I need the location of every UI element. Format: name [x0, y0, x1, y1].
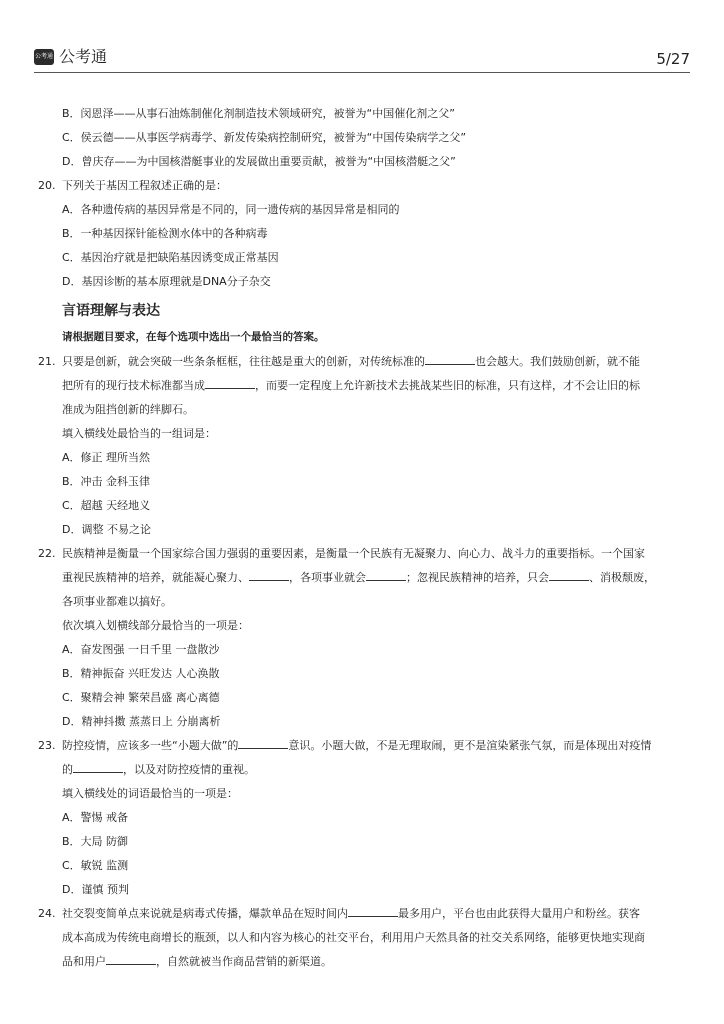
text: ，各项事业就会 — [289, 571, 366, 584]
q24-stem-line-2: 成本高成为传统电商增长的瓶颈，以人和内容为核心的社交平台，利用用户天然具备的社交关系网络，能够更快地实现商 — [62, 931, 645, 944]
question-number: 20. — [38, 179, 56, 192]
q22-ask: 依次填入划横线部分最恰当的一项是： — [62, 619, 249, 632]
q22-option-b: B．精神振奋 兴旺发达 人心涣散 — [62, 667, 220, 680]
text: 的 — [62, 763, 73, 776]
text: 品和用户 — [62, 955, 106, 968]
text: 只要是创新，就会突破一些条条框框，往往越是重大的创新，对传统标准的 — [62, 355, 425, 368]
fill-blank — [348, 905, 398, 917]
q23-ask: 填入横线处的词语最恰当的一项是： — [62, 787, 238, 800]
q22-stem-line-2 — [38, 566, 688, 590]
text: 意识。小题大做，不是无理取闹，更不是渲染紧张气氛，而是体现出对疫情 — [288, 739, 652, 752]
q22-stem-line-3: 各项事业都难以搞好。 — [62, 595, 172, 608]
q20-option-a: A．各种遗传病的基因异常是不同的，同一遗传病的基因异常是相同的 — [62, 203, 400, 216]
q19-option-c: C．侯云德——从事医学病毒学、新发传染病控制研究，被誉为“中国传染病学之父” — [62, 131, 467, 144]
q23-option-c: C．敏锐 监测 — [62, 859, 129, 872]
q21-stem-line-3: 准成为阻挡创新的绊脚石。 — [62, 403, 194, 416]
question-number: 22. — [38, 547, 56, 560]
text: 最多用户，平台也由此获得大量用户和粉丝。获客 — [398, 907, 640, 920]
text: ，以及对防控疫情的重视。 — [123, 763, 255, 776]
document-body — [38, 102, 688, 974]
q22-option-a: A．奋发图强 一日千里 一盘散沙 — [62, 643, 220, 656]
q20-stem — [38, 174, 688, 198]
q24-stem-line-1 — [38, 902, 688, 926]
q21-option-d: D．调整 不易之论 — [62, 523, 151, 536]
header-divider — [34, 72, 690, 73]
text: ；忽视民族精神的培养，只会 — [406, 571, 549, 584]
q22-stem-line-1 — [38, 542, 688, 566]
q21-stem-line-2 — [38, 374, 688, 398]
text: 防控疫情，应该多一些“小题大做”的 — [62, 739, 239, 752]
page-header — [34, 46, 690, 72]
page-number: 5/27 — [656, 50, 690, 68]
fill-blank — [249, 569, 289, 581]
text: 、消极颓废， — [589, 571, 655, 584]
q23-stem-line-2 — [38, 758, 688, 782]
text: 社交裂变简单点来说就是病毒式传播，爆款单品在短时间内 — [62, 907, 348, 920]
q21-option-c: C．超越 天经地义 — [62, 499, 151, 512]
fill-blank — [73, 761, 123, 773]
logo: 公考通 — [34, 49, 54, 65]
text: 民族精神是衡量一个国家综合国力强弱的重要因素，是衡量一个民族有无凝聚力、向心力、战斗力的重要指标。一个国家 — [62, 547, 645, 560]
q23-option-d: D．谨慎 预判 — [62, 883, 129, 896]
q20-option-d: D．基因诊断的基本原理就是DNA分子杂交 — [62, 275, 271, 288]
question-number: 24. — [38, 907, 56, 920]
q23-option-a: A．警惕 戒备 — [62, 811, 129, 824]
q19-option-d: D．曾庆存——为中国核潜艇事业的发展做出重要贡献，被誉为“中国核潜艇之父” — [62, 155, 456, 168]
q22-option-d: D．精神抖擞 蒸蒸日上 分崩离析 — [62, 715, 221, 728]
q23-stem-line-1 — [38, 734, 688, 758]
q20-option-c: C．基因治疗就是把缺陷基因诱变成正常基因 — [62, 251, 279, 264]
fill-blank — [238, 737, 288, 749]
q21-stem-line-1 — [38, 350, 688, 374]
brand-name: 公考通 — [59, 47, 108, 66]
section-instruction: 请根据题目要求，在每个选项中选出一个最恰当的答案。 — [62, 331, 325, 343]
question-number: 23. — [38, 739, 56, 752]
q20-option-b: B．一种基因探针能检测水体中的各种病毒 — [62, 227, 268, 240]
fill-blank — [366, 569, 406, 581]
q21-option-b: B．冲击 金科玉律 — [62, 475, 151, 488]
fill-blank — [205, 377, 255, 389]
section-title: 言语理解与表达 — [62, 303, 160, 319]
text: ，自然就被当作商品营销的新渠道。 — [156, 955, 332, 968]
fill-blank — [106, 953, 156, 965]
question-number: 21. — [38, 355, 56, 368]
fill-blank — [549, 569, 589, 581]
q24-stem-line-3 — [38, 950, 688, 974]
text: 也会越大。我们鼓励创新，就不能 — [475, 355, 640, 368]
question-text: 下列关于基因工程叙述正确的是： — [62, 179, 227, 192]
text: 把所有的现行技术标准都当成 — [62, 379, 205, 392]
fill-blank — [425, 353, 475, 365]
q22-option-c: C．聚精会神 繁荣昌盛 离心离德 — [62, 691, 220, 704]
text: 重视民族精神的培养，就能凝心聚力、 — [62, 571, 249, 584]
q21-option-a: A．修正 理所当然 — [62, 451, 151, 464]
q21-ask: 填入横线处最恰当的一组词是： — [62, 427, 216, 440]
q23-option-b: B．大局 防御 — [62, 835, 129, 848]
q19-option-b: B．闵恩泽——从事石油炼制催化剂制造技术领域研究，被誉为“中国催化剂之父” — [62, 107, 455, 120]
text: ，而要一定程度上允许新技术去挑战某些旧的标准，只有这样，才不会让旧的标 — [255, 379, 640, 392]
